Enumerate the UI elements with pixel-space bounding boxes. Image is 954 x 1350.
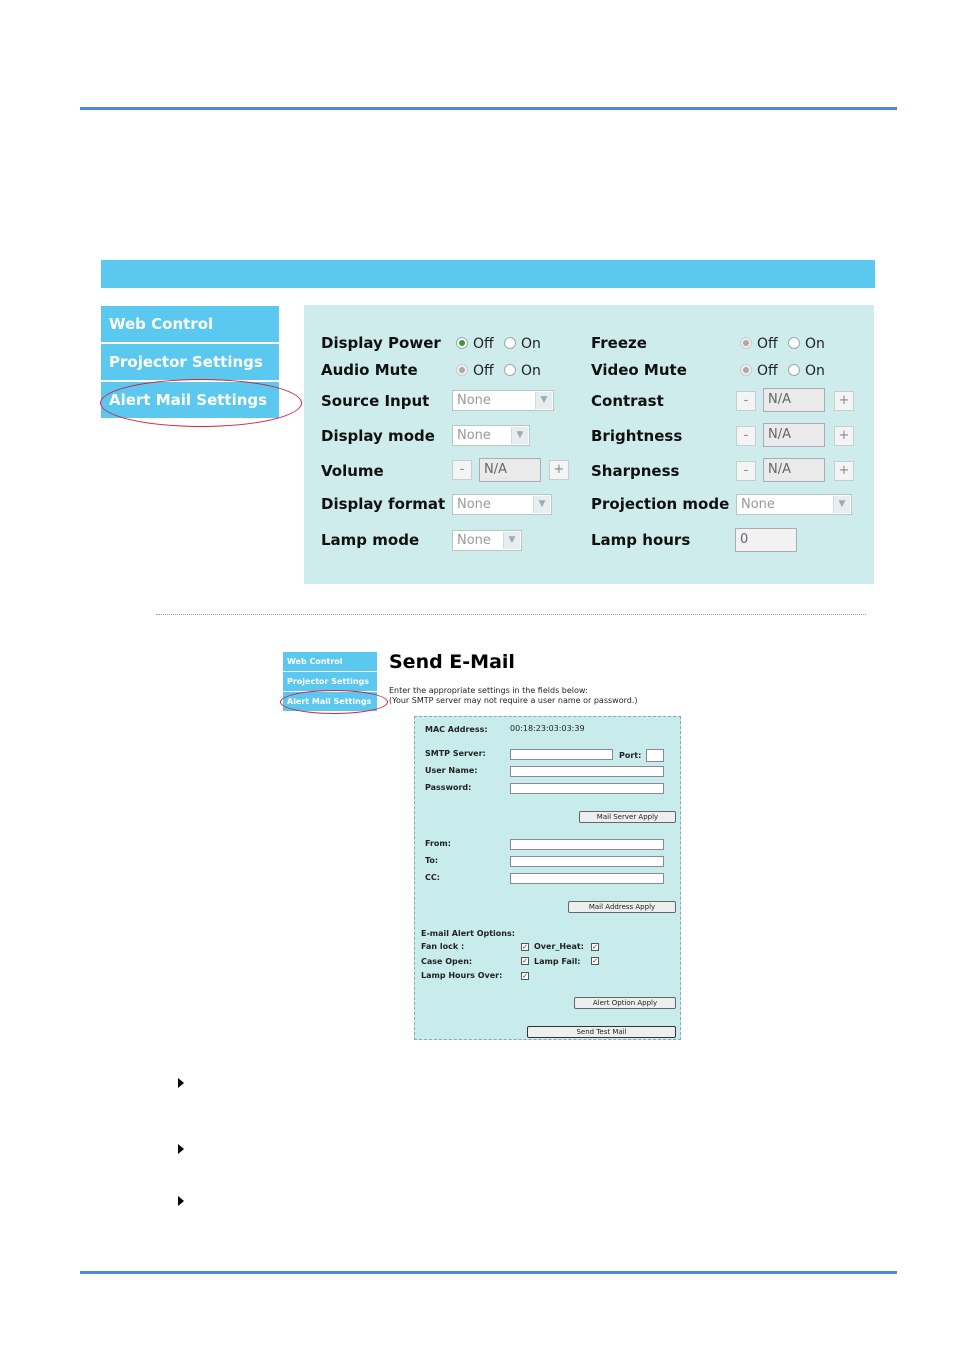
source-input-select[interactable] [452,390,554,411]
mail-server-apply-button[interactable]: Mail Server Apply [579,811,676,823]
sidebar-item-alert-mail-settings[interactable]: Alert Mail Settings [101,382,279,418]
fan-lock-checkbox[interactable]: ✓ [522,943,528,951]
section-divider [156,614,866,615]
fan-lock-label: Fan lock : [421,942,465,951]
lamp-hours-label: Lamp hours [591,531,691,549]
display-format-select[interactable] [452,494,552,515]
volume-minus-button[interactable]: - [452,460,472,480]
send-email-instructions: Enter the appropriate settings in the fields below: [389,686,588,695]
port-input[interactable] [646,749,664,762]
mail-highlight-ellipse [280,690,388,714]
video-mute-on-radio[interactable] [788,364,800,376]
from-input[interactable] [510,839,664,850]
lamp-fail-label: Lamp Fail: [534,957,581,966]
display-power-label: Display Power [321,334,441,352]
over-heat-label: Over_Heat: [534,942,584,951]
password-input[interactable] [510,783,664,794]
projection-mode-value: None [741,497,775,512]
bullet-icon [178,1144,184,1154]
chevron-down-icon: ▼ [533,496,550,513]
send-email-note: (Your SMTP server may not require a user name or password.) [389,696,638,705]
cc-label: CC: [425,873,440,882]
user-name-input[interactable] [510,766,664,777]
mail-address-apply-button[interactable]: Mail Address Apply [568,901,676,913]
lamp-mode-select[interactable] [452,530,522,551]
bullet-icon [178,1078,184,1088]
footer-rule [80,1271,897,1274]
freeze-off-text: Off [757,336,778,352]
contrast-minus-button[interactable]: - [736,391,756,411]
brightness-label: Brightness [591,427,683,445]
volume-label: Volume [321,462,384,480]
mail-sidebar-item-projector-settings[interactable]: Projector Settings [283,672,377,691]
contrast-value-field: N/A [763,388,825,412]
display-mode-select[interactable] [452,425,530,446]
chevron-down-icon: ▼ [503,532,520,549]
source-input-value: None [457,393,491,408]
brightness-plus-button[interactable]: + [834,426,854,446]
lamp-mode-value: None [457,533,491,548]
send-test-mail-button[interactable]: Send Test Mail [527,1026,676,1038]
display-mode-value: None [457,428,491,443]
volume-plus-button[interactable]: + [549,460,569,480]
from-label: From: [425,839,451,848]
sharpness-plus-button[interactable]: + [834,461,854,481]
mac-address-label: MAC Address: [425,725,488,734]
mail-sidebar-item-alert-mail-settings[interactable]: Alert Mail Settings [283,692,377,711]
case-open-label: Case Open: [421,957,473,966]
freeze-off-radio[interactable] [740,337,752,349]
audio-mute-off-text: Off [473,363,494,379]
projection-mode-label: Projection mode [591,495,730,513]
video-mute-off-radio[interactable] [740,364,752,376]
alert-option-apply-button[interactable]: Alert Option Apply [574,997,676,1009]
lamp-hours-field: 0 [735,528,797,552]
display-power-off-text: Off [473,336,494,352]
sidebar-item-projector-settings[interactable]: Projector Settings [101,344,279,380]
display-mode-label: Display mode [321,427,435,445]
display-format-label: Display format [321,495,446,513]
video-mute-on-text: On [805,363,825,379]
lamp-hours-over-checkbox[interactable]: ✓ [522,972,528,980]
alert-options-label: E-mail Alert Options: [421,929,515,938]
brightness-value-field: N/A [763,423,825,447]
audio-mute-on-radio[interactable] [504,364,516,376]
display-power-on-text: On [521,336,541,352]
bullet-icon [178,1196,184,1206]
smtp-server-label: SMTP Server: [425,749,486,758]
title-banner [101,260,875,288]
mail-sidebar-item-web-control[interactable]: Web Control [283,652,377,671]
chevron-down-icon: ▼ [535,392,552,409]
display-power-off-radio[interactable] [456,337,468,349]
case-open-checkbox[interactable]: ✓ [522,957,528,965]
display-power-on-radio[interactable] [504,337,516,349]
lamp-hours-over-label: Lamp Hours Over: [421,971,503,980]
chevron-down-icon: ▼ [511,427,528,444]
lamp-mode-label: Lamp mode [321,531,420,549]
highlight-ellipse [100,379,302,427]
freeze-on-radio[interactable] [788,337,800,349]
to-label: To: [425,856,439,865]
brightness-minus-button[interactable]: - [736,426,756,446]
display-format-value: None [457,497,491,512]
sidebar-item-web-control[interactable]: Web Control [101,306,279,342]
audio-mute-on-text: On [521,363,541,379]
audio-mute-off-radio[interactable] [456,364,468,376]
chevron-down-icon: ▼ [833,496,850,513]
lamp-fail-checkbox[interactable]: ✓ [592,957,598,965]
video-mute-off-text: Off [757,363,778,379]
projection-mode-select[interactable] [736,494,852,515]
video-mute-label: Video Mute [591,361,687,379]
freeze-on-text: On [805,336,825,352]
contrast-label: Contrast [591,392,664,410]
audio-mute-label: Audio Mute [321,361,418,379]
send-email-title: Send E-Mail [389,651,515,673]
sharpness-minus-button[interactable]: - [736,461,756,481]
source-input-label: Source Input [321,392,430,410]
contrast-plus-button[interactable]: + [834,391,854,411]
freeze-label: Freeze [591,334,647,352]
volume-value-field: N/A [479,458,541,482]
user-name-label: User Name: [425,766,478,775]
mac-address-value: 00:18:23:03:03:39 [510,724,585,733]
header-rule [80,107,897,110]
sharpness-value-field: N/A [763,458,825,482]
password-label: Password: [425,783,472,792]
smtp-server-input[interactable] [510,749,613,760]
sharpness-label: Sharpness [591,462,680,480]
control-panel [304,305,874,584]
port-label: Port: [619,751,642,760]
email-settings-form [414,716,681,1040]
over-heat-checkbox[interactable]: ✓ [592,943,598,951]
to-input[interactable] [510,856,664,867]
cc-input[interactable] [510,873,664,884]
